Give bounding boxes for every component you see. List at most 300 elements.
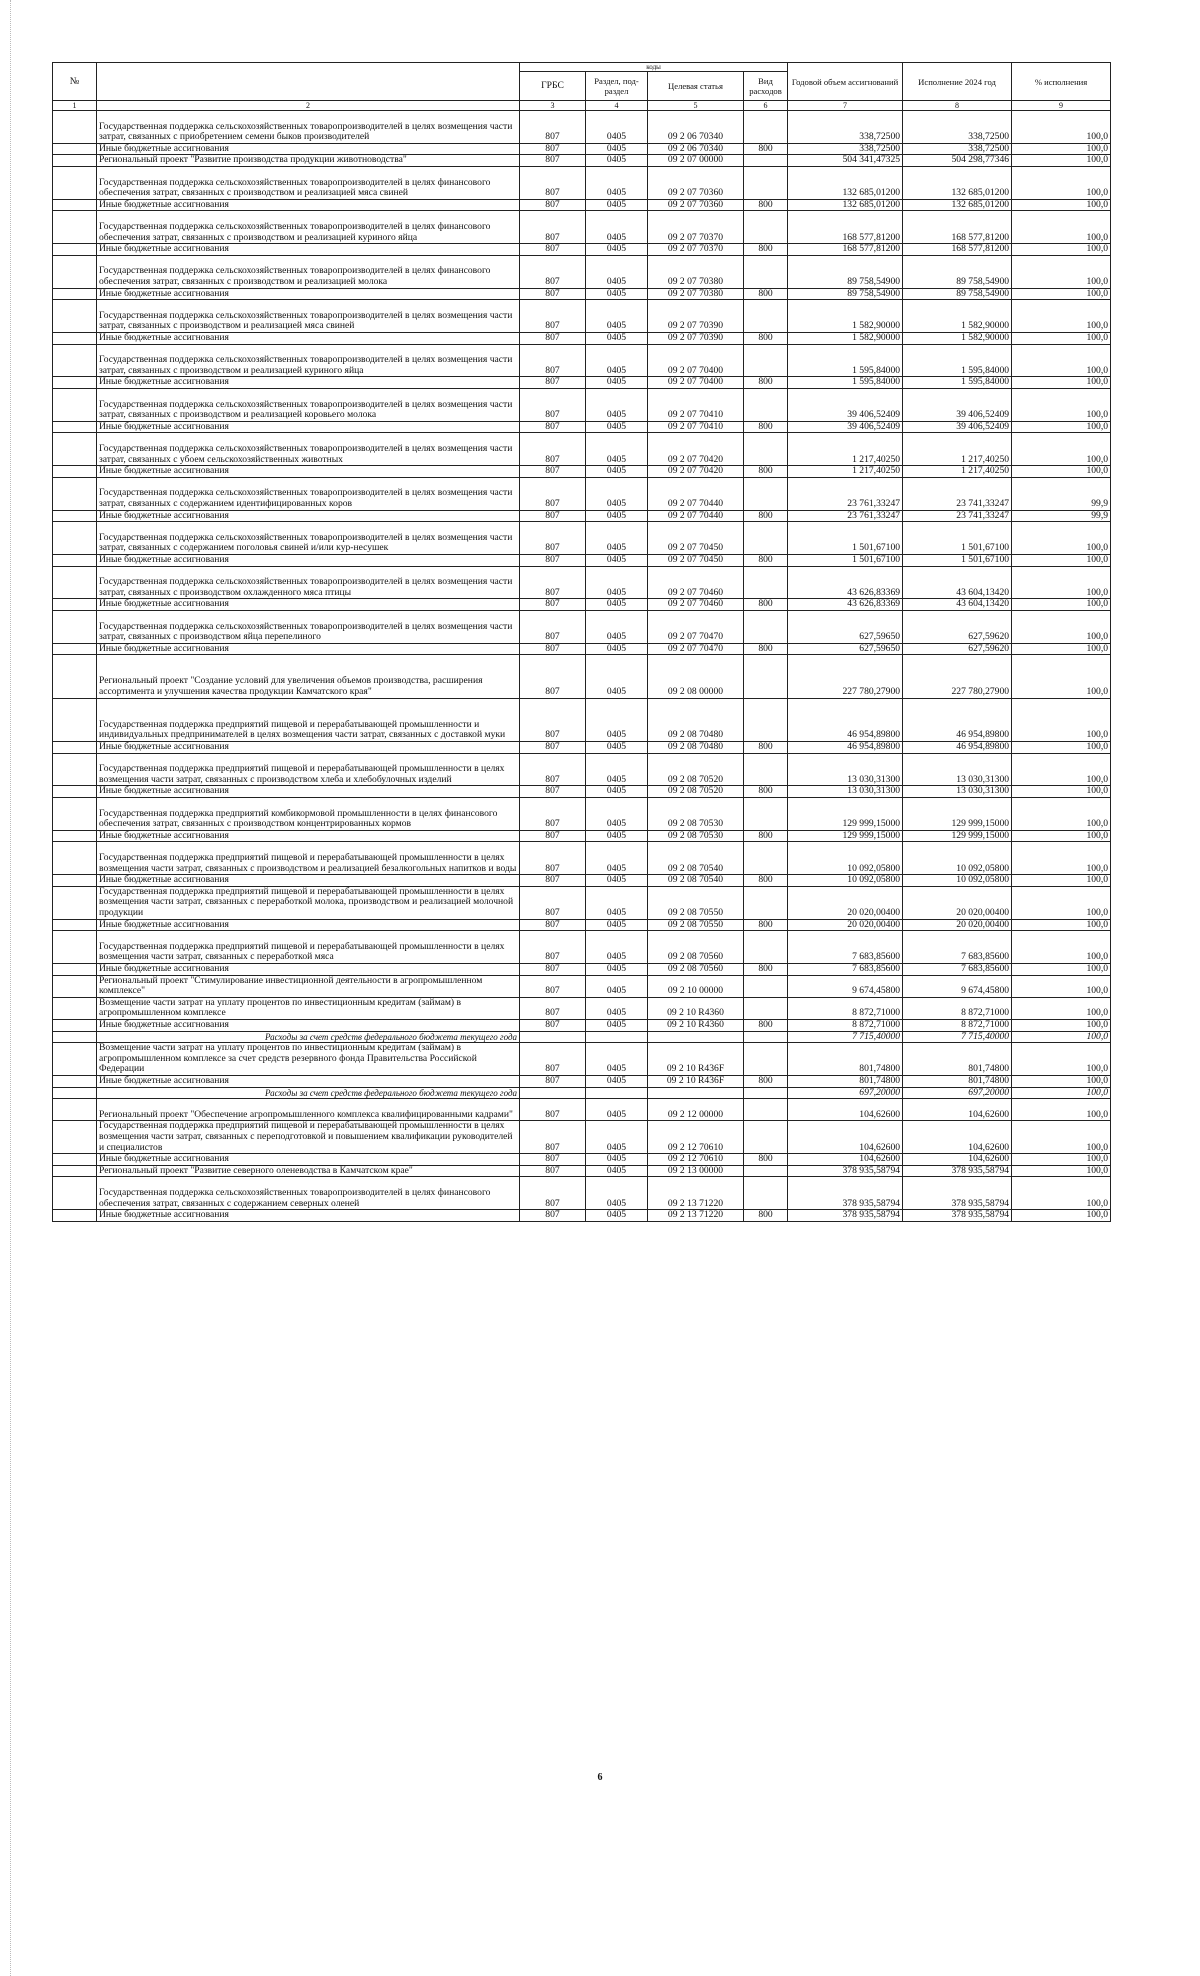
- cell-execution: 20 020,00400: [903, 919, 1012, 931]
- table-row: [53, 786, 1111, 798]
- header-grbs: ГРБС: [520, 72, 586, 101]
- cell-grbs: 807: [520, 786, 586, 798]
- cell-grbs: 807: [520, 466, 586, 478]
- table-body: [53, 111, 1111, 1222]
- cell-percent: 100,0: [1012, 1031, 1111, 1043]
- cell-target-article: 09 2 12 70610: [648, 1121, 744, 1154]
- cell-target-article: 09 2 07 70440: [648, 477, 744, 510]
- cell-execution: 10 092,05800: [903, 875, 1012, 887]
- cell-num: [53, 1019, 97, 1031]
- table-row: [53, 842, 1111, 875]
- cell-razdel: 0405: [586, 477, 648, 510]
- cell-expense-type: [744, 1121, 788, 1154]
- cell-num: [53, 255, 97, 288]
- table-row: [53, 1165, 1111, 1177]
- cell-annual-volume: 504 341,47325: [788, 155, 903, 167]
- cell-percent: 100,0: [1012, 1099, 1111, 1121]
- table-row: [53, 1099, 1111, 1121]
- cell-execution: 89 758,54900: [903, 288, 1012, 300]
- cell-num: [53, 288, 97, 300]
- cell-expense-type: 800: [744, 199, 788, 211]
- cell-name: Региональный проект "Развитие производства продукции животноводства": [97, 155, 520, 167]
- cell-percent: 100,0: [1012, 798, 1111, 831]
- cell-name: Иные бюджетные ассигнования: [97, 332, 520, 344]
- cell-execution: 8 872,71000: [903, 997, 1012, 1019]
- cell-razdel: 0405: [586, 1165, 648, 1177]
- cell-razdel: 0405: [586, 875, 648, 887]
- table-row: [53, 886, 1111, 919]
- cell-expense-type: 800: [744, 288, 788, 300]
- cell-razdel: 0405: [586, 510, 648, 522]
- cell-expense-type: 800: [744, 919, 788, 931]
- cell-num: [53, 344, 97, 377]
- cell-razdel: 0405: [586, 643, 648, 655]
- cell-target-article: 09 2 13 00000: [648, 1165, 744, 1177]
- cell-annual-volume: 104,62600: [788, 1099, 903, 1121]
- cell-razdel: 0405: [586, 610, 648, 643]
- cell-execution: 104,62600: [903, 1154, 1012, 1166]
- cell-name: Государственная поддержка сельскохозяйственных товаропроизводителей в целях финансового обеспечения затрат, связанных с содержанием северных оленей: [97, 1177, 520, 1210]
- cell-razdel: 0405: [586, 1019, 648, 1031]
- cell-razdel: 0405: [586, 388, 648, 421]
- table-row-federal-note: [53, 1087, 1111, 1099]
- cell-num: [53, 1177, 97, 1210]
- cell-razdel: 0405: [586, 344, 648, 377]
- header-num: №: [53, 63, 97, 101]
- cell-razdel: 0405: [586, 786, 648, 798]
- cell-target-article: 09 2 07 70410: [648, 421, 744, 433]
- cell-razdel: 0405: [586, 1210, 648, 1222]
- table-row: [53, 1121, 1111, 1154]
- cell-grbs: 807: [520, 931, 586, 964]
- cell-grbs: [520, 1087, 586, 1099]
- cell-annual-volume: 1 501,67100: [788, 522, 903, 555]
- cell-expense-type: [744, 1043, 788, 1076]
- cell-grbs: 807: [520, 798, 586, 831]
- table-row: [53, 997, 1111, 1019]
- header-index-cell: 3: [520, 101, 586, 111]
- cell-execution: 132 685,01200: [903, 199, 1012, 211]
- cell-grbs: 807: [520, 1099, 586, 1121]
- cell-percent: 100,0: [1012, 830, 1111, 842]
- cell-razdel: 0405: [586, 377, 648, 389]
- cell-name: Иные бюджетные ассигнования: [97, 1019, 520, 1031]
- cell-razdel: [586, 1031, 648, 1043]
- cell-grbs: 807: [520, 1154, 586, 1166]
- cell-target-article: 09 2 08 70540: [648, 842, 744, 875]
- cell-grbs: 807: [520, 211, 586, 244]
- cell-expense-type: [744, 211, 788, 244]
- cell-percent: 100,0: [1012, 698, 1111, 741]
- cell-target-article: 09 2 12 70610: [648, 1154, 744, 1166]
- cell-num: [53, 510, 97, 522]
- header-index-cell: 7: [788, 101, 903, 111]
- cell-num: [53, 975, 97, 997]
- cell-percent: 100,0: [1012, 643, 1111, 655]
- cell-razdel: 0405: [586, 143, 648, 155]
- cell-annual-volume: 104,62600: [788, 1121, 903, 1154]
- header-index-cell: 8: [903, 101, 1012, 111]
- cell-percent: 99,9: [1012, 510, 1111, 522]
- cell-target-article: 09 2 07 70460: [648, 566, 744, 599]
- table-row: [53, 742, 1111, 754]
- table-row: [53, 655, 1111, 698]
- cell-num: [53, 566, 97, 599]
- cell-num: [53, 1075, 97, 1087]
- cell-target-article: 09 2 10 00000: [648, 975, 744, 997]
- cell-target-article: 09 2 07 70400: [648, 344, 744, 377]
- cell-razdel: 0405: [586, 332, 648, 344]
- cell-execution: 378 935,58794: [903, 1177, 1012, 1210]
- cell-razdel: 0405: [586, 964, 648, 976]
- cell-grbs: 807: [520, 111, 586, 144]
- cell-annual-volume: 13 030,31300: [788, 786, 903, 798]
- cell-annual-volume: 10 092,05800: [788, 875, 903, 887]
- cell-grbs: 807: [520, 433, 586, 466]
- cell-execution: 46 954,89800: [903, 742, 1012, 754]
- table-row: [53, 510, 1111, 522]
- cell-target-article: 09 2 08 70550: [648, 886, 744, 919]
- cell-annual-volume: 168 577,81200: [788, 244, 903, 256]
- cell-name: Иные бюджетные ассигнования: [97, 510, 520, 522]
- cell-expense-type: [744, 477, 788, 510]
- cell-percent: 100,0: [1012, 199, 1111, 211]
- cell-num: [53, 388, 97, 421]
- table-row: [53, 919, 1111, 931]
- cell-num: [53, 742, 97, 754]
- budget-sheet: [52, 62, 1110, 1222]
- cell-razdel: 0405: [586, 742, 648, 754]
- cell-expense-type: [744, 1087, 788, 1099]
- cell-target-article: 09 2 07 70470: [648, 610, 744, 643]
- cell-annual-volume: 23 761,33247: [788, 477, 903, 510]
- table-row: [53, 643, 1111, 655]
- cell-execution: 129 999,15000: [903, 830, 1012, 842]
- cell-annual-volume: 168 577,81200: [788, 211, 903, 244]
- cell-grbs: 807: [520, 255, 586, 288]
- cell-target-article: 09 2 08 70520: [648, 753, 744, 786]
- cell-grbs: 807: [520, 377, 586, 389]
- cell-annual-volume: 129 999,15000: [788, 830, 903, 842]
- cell-execution: 132 685,01200: [903, 166, 1012, 199]
- cell-expense-type: 800: [744, 742, 788, 754]
- cell-target-article: 09 2 07 70360: [648, 166, 744, 199]
- cell-grbs: 807: [520, 166, 586, 199]
- cell-annual-volume: 20 020,00400: [788, 886, 903, 919]
- cell-razdel: 0405: [586, 433, 648, 466]
- cell-percent: 100,0: [1012, 919, 1111, 931]
- cell-expense-type: 800: [744, 964, 788, 976]
- cell-name: Государственная поддержка предприятий комбикормовой промышленности в целях финансового обеспечения затрат, связанных с производством концентрированных кормов: [97, 798, 520, 831]
- cell-percent: 100,0: [1012, 610, 1111, 643]
- cell-execution: 10 092,05800: [903, 842, 1012, 875]
- cell-target-article: 09 2 08 70480: [648, 698, 744, 741]
- cell-execution: 378 935,58794: [903, 1165, 1012, 1177]
- cell-name: Государственная поддержка сельскохозяйственных товаропроизводителей в целях возмещения части затрат, связанных с содержанием идентифицированных коров: [97, 477, 520, 510]
- table-row: [53, 1177, 1111, 1210]
- table-row: [53, 143, 1111, 155]
- cell-target-article: 09 2 13 71220: [648, 1210, 744, 1222]
- table-row: [53, 931, 1111, 964]
- cell-target-article: 09 2 06 70340: [648, 143, 744, 155]
- cell-name: Иные бюджетные ассигнования: [97, 377, 520, 389]
- cell-expense-type: [744, 255, 788, 288]
- cell-execution: 168 577,81200: [903, 211, 1012, 244]
- cell-name: Возмещение части затрат на уплату процентов по инвестиционным кредитам (займам) в агропромышленном комплексе за счет средств резервного фонда Правительства Российской Федерации: [97, 1043, 520, 1076]
- cell-razdel: 0405: [586, 199, 648, 211]
- cell-expense-type: [744, 1165, 788, 1177]
- cell-percent: 100,0: [1012, 1075, 1111, 1087]
- cell-grbs: 807: [520, 875, 586, 887]
- header-vr: Вид расходов: [744, 72, 788, 101]
- cell-execution: 801,74800: [903, 1043, 1012, 1076]
- cell-annual-volume: 132 685,01200: [788, 199, 903, 211]
- cell-razdel: 0405: [586, 1121, 648, 1154]
- cell-grbs: 807: [520, 332, 586, 344]
- cell-num: [53, 377, 97, 389]
- cell-num: [53, 433, 97, 466]
- cell-target-article: 09 2 07 70460: [648, 599, 744, 611]
- cell-grbs: 807: [520, 1019, 586, 1031]
- cell-target-article: 09 2 07 70450: [648, 554, 744, 566]
- cell-annual-volume: 9 674,45800: [788, 975, 903, 997]
- cell-num: [53, 211, 97, 244]
- cell-percent: 100,0: [1012, 1087, 1111, 1099]
- cell-name: Государственная поддержка предприятий пищевой и перерабатывающей промышленности в целях возмещения части затрат, связанных с переработкой молока, производством и реализацией молочной продукции: [97, 886, 520, 919]
- cell-num: [53, 643, 97, 655]
- cell-annual-volume: 43 626,83369: [788, 599, 903, 611]
- cell-name: Иные бюджетные ассигнования: [97, 742, 520, 754]
- cell-expense-type: [744, 566, 788, 599]
- cell-annual-volume: 627,59650: [788, 643, 903, 655]
- cell-name: Иные бюджетные ассигнования: [97, 830, 520, 842]
- cell-percent: 100,0: [1012, 997, 1111, 1019]
- cell-execution: 168 577,81200: [903, 244, 1012, 256]
- cell-name: Государственная поддержка сельскохозяйственных товаропроизводителей в целях возмещения части затрат, связанных с производством и реализацией куриного яйца: [97, 344, 520, 377]
- cell-annual-volume: 8 872,71000: [788, 1019, 903, 1031]
- cell-execution: 8 872,71000: [903, 1019, 1012, 1031]
- cell-razdel: 0405: [586, 211, 648, 244]
- cell-num: [53, 964, 97, 976]
- cell-annual-volume: 89 758,54900: [788, 288, 903, 300]
- cell-target-article: 09 2 07 70410: [648, 388, 744, 421]
- cell-percent: 100,0: [1012, 964, 1111, 976]
- cell-percent: 100,0: [1012, 388, 1111, 421]
- cell-num: [53, 1165, 97, 1177]
- cell-grbs: 807: [520, 300, 586, 333]
- cell-grbs: 807: [520, 655, 586, 698]
- table-row: [53, 433, 1111, 466]
- cell-target-article: 09 2 07 70420: [648, 466, 744, 478]
- cell-execution: 7 715,40000: [903, 1031, 1012, 1043]
- cell-grbs: 807: [520, 1210, 586, 1222]
- budget-table: [52, 62, 1111, 1222]
- cell-expense-type: [744, 344, 788, 377]
- cell-percent: 100,0: [1012, 599, 1111, 611]
- cell-razdel: 0405: [586, 255, 648, 288]
- cell-expense-type: [744, 166, 788, 199]
- table-row: [53, 1075, 1111, 1087]
- cell-target-article: 09 2 07 70370: [648, 244, 744, 256]
- cell-percent: 100,0: [1012, 566, 1111, 599]
- cell-annual-volume: 1 582,90000: [788, 300, 903, 333]
- cell-target-article: 09 2 10 R436F: [648, 1075, 744, 1087]
- cell-expense-type: [744, 388, 788, 421]
- cell-target-article: 09 2 08 70560: [648, 931, 744, 964]
- cell-annual-volume: 20 020,00400: [788, 919, 903, 931]
- cell-target-article: 09 2 07 70400: [648, 377, 744, 389]
- cell-percent: 100,0: [1012, 166, 1111, 199]
- cell-name: Государственная поддержка сельскохозяйственных товаропроизводителей в целях возмещения части затрат, связанных с производством охлажденного мяса птицы: [97, 566, 520, 599]
- cell-annual-volume: 338,72500: [788, 143, 903, 155]
- cell-num: [53, 1121, 97, 1154]
- cell-num: [53, 886, 97, 919]
- cell-grbs: 807: [520, 610, 586, 643]
- cell-grbs: 807: [520, 522, 586, 555]
- table-row: [53, 332, 1111, 344]
- cell-annual-volume: 129 999,15000: [788, 798, 903, 831]
- cell-expense-type: 800: [744, 1019, 788, 1031]
- cell-annual-volume: 697,20000: [788, 1087, 903, 1099]
- cell-grbs: 807: [520, 477, 586, 510]
- cell-expense-type: [744, 753, 788, 786]
- cell-num: [53, 155, 97, 167]
- cell-name: Региональный проект "Развитие северного оленеводства в Камчатском крае": [97, 1165, 520, 1177]
- cell-name: Государственная поддержка предприятий пищевой и перерабатывающей промышленности в целях возмещения части затрат, связанных с производством и реализацией безалкогольных напитков и воды: [97, 842, 520, 875]
- cell-name: Иные бюджетные ассигнования: [97, 1075, 520, 1087]
- cell-annual-volume: 627,59650: [788, 610, 903, 643]
- cell-annual-volume: 39 406,52409: [788, 421, 903, 433]
- cell-name: Государственная поддержка предприятий пищевой и перерабатывающей промышленности и индивидуальных предпринимателей в целях возмещения части затрат, связанных с доставкой муки: [97, 698, 520, 741]
- cell-name: Расходы за счет средств федерального бюджета текущего года: [97, 1087, 520, 1099]
- header-index-cell: 5: [648, 101, 744, 111]
- cell-annual-volume: 89 758,54900: [788, 255, 903, 288]
- table-row: [53, 599, 1111, 611]
- cell-num: [53, 1087, 97, 1099]
- cell-execution: 39 406,52409: [903, 388, 1012, 421]
- cell-razdel: 0405: [586, 1075, 648, 1087]
- cell-expense-type: 800: [744, 332, 788, 344]
- cell-expense-type: 800: [744, 244, 788, 256]
- cell-percent: 100,0: [1012, 255, 1111, 288]
- cell-percent: 100,0: [1012, 1043, 1111, 1076]
- cell-num: [53, 698, 97, 741]
- cell-percent: 100,0: [1012, 377, 1111, 389]
- cell-razdel: 0405: [586, 1154, 648, 1166]
- cell-name: Иные бюджетные ассигнования: [97, 786, 520, 798]
- cell-name: Иные бюджетные ассигнования: [97, 421, 520, 433]
- cell-razdel: 0405: [586, 830, 648, 842]
- table-row: [53, 211, 1111, 244]
- cell-num: [53, 554, 97, 566]
- cell-execution: 1 595,84000: [903, 344, 1012, 377]
- cell-annual-volume: 338,72500: [788, 111, 903, 144]
- cell-name: Иные бюджетные ассигнования: [97, 466, 520, 478]
- cell-razdel: 0405: [586, 421, 648, 433]
- cell-annual-volume: 378 935,58794: [788, 1177, 903, 1210]
- cell-execution: 627,59620: [903, 643, 1012, 655]
- cell-expense-type: [744, 522, 788, 555]
- header-codes: коды: [520, 63, 788, 72]
- cell-execution: 129 999,15000: [903, 798, 1012, 831]
- cell-num: [53, 332, 97, 344]
- cell-razdel: 0405: [586, 599, 648, 611]
- cell-execution: 104,62600: [903, 1121, 1012, 1154]
- cell-razdel: 0405: [586, 975, 648, 997]
- cell-execution: 338,72500: [903, 111, 1012, 144]
- cell-execution: 43 604,13420: [903, 599, 1012, 611]
- cell-execution: 504 298,77346: [903, 155, 1012, 167]
- cell-name: Иные бюджетные ассигнования: [97, 288, 520, 300]
- cell-name: Иные бюджетные ассигнования: [97, 143, 520, 155]
- cell-num: [53, 599, 97, 611]
- cell-num: [53, 786, 97, 798]
- cell-name: Возмещение части затрат на уплату процентов по инвестиционным кредитам (займам) в агропромышленном комплексе: [97, 997, 520, 1019]
- cell-name: Государственная поддержка сельскохозяйственных товаропроизводителей в целях возмещения части затрат, связанных с производством яйца перепелиного: [97, 610, 520, 643]
- cell-percent: 100,0: [1012, 753, 1111, 786]
- cell-expense-type: 800: [744, 830, 788, 842]
- cell-razdel: 0405: [586, 698, 648, 741]
- table-row: [53, 244, 1111, 256]
- cell-percent: 100,0: [1012, 1177, 1111, 1210]
- cell-num: [53, 1043, 97, 1076]
- cell-name: Государственная поддержка сельскохозяйственных товаропроизводителей в целях возмещения части затрат, связанных с убоем сельскохозяйственных животных: [97, 433, 520, 466]
- table-row: [53, 300, 1111, 333]
- cell-target-article: 09 2 08 00000: [648, 655, 744, 698]
- cell-grbs: 807: [520, 244, 586, 256]
- cell-annual-volume: 1 595,84000: [788, 377, 903, 389]
- cell-annual-volume: 23 761,33247: [788, 510, 903, 522]
- cell-expense-type: [744, 1099, 788, 1121]
- cell-target-article: 09 2 08 70540: [648, 875, 744, 887]
- cell-target-article: 09 2 07 00000: [648, 155, 744, 167]
- cell-grbs: 807: [520, 886, 586, 919]
- cell-expense-type: 800: [744, 643, 788, 655]
- cell-annual-volume: 132 685,01200: [788, 166, 903, 199]
- cell-razdel: [586, 1087, 648, 1099]
- cell-percent: 100,0: [1012, 655, 1111, 698]
- cell-grbs: 807: [520, 975, 586, 997]
- table-row: [53, 610, 1111, 643]
- cell-razdel: 0405: [586, 1177, 648, 1210]
- cell-name: Иные бюджетные ассигнования: [97, 554, 520, 566]
- cell-grbs: 807: [520, 388, 586, 421]
- cell-target-article: 09 2 07 70380: [648, 288, 744, 300]
- cell-name: Иные бюджетные ассигнования: [97, 919, 520, 931]
- cell-execution: 1 217,40250: [903, 466, 1012, 478]
- header-index-cell: 2: [97, 101, 520, 111]
- cell-grbs: 807: [520, 566, 586, 599]
- cell-razdel: 0405: [586, 798, 648, 831]
- cell-razdel: 0405: [586, 886, 648, 919]
- cell-grbs: 807: [520, 599, 586, 611]
- cell-percent: 100,0: [1012, 886, 1111, 919]
- cell-grbs: 807: [520, 421, 586, 433]
- cell-target-article: 09 2 07 70360: [648, 199, 744, 211]
- cell-percent: 99,9: [1012, 477, 1111, 510]
- table-row: [53, 388, 1111, 421]
- cell-num: [53, 522, 97, 555]
- cell-annual-volume: 39 406,52409: [788, 388, 903, 421]
- cell-annual-volume: 7 683,85600: [788, 964, 903, 976]
- cell-target-article: 09 2 08 70550: [648, 919, 744, 931]
- table-row: [53, 566, 1111, 599]
- cell-target-article: [648, 1087, 744, 1099]
- cell-annual-volume: 378 935,58794: [788, 1210, 903, 1222]
- cell-target-article: 09 2 08 70480: [648, 742, 744, 754]
- cell-expense-type: [744, 886, 788, 919]
- cell-razdel: 0405: [586, 466, 648, 478]
